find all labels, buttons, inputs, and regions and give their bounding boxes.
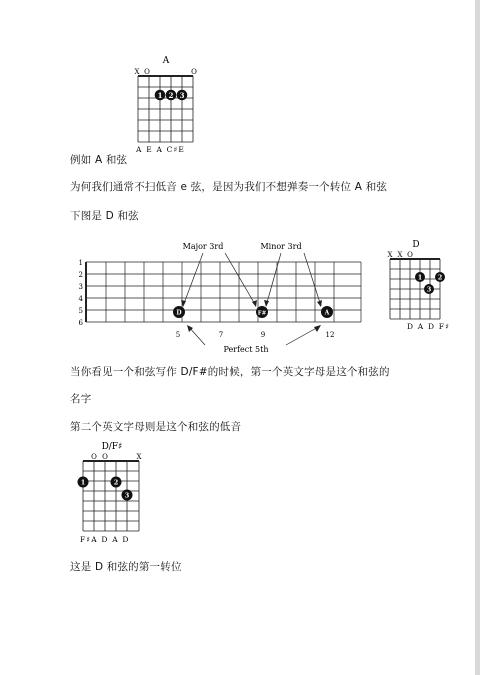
svg-text:2: 2	[113, 478, 119, 487]
chord-dfs-name: D/F♯	[101, 442, 123, 452]
text-line: 名字	[70, 393, 92, 405]
chord-a-diagram	[128, 52, 208, 157]
chord-dfs-open-marker: O	[91, 453, 97, 461]
string-number: 2	[78, 271, 83, 279]
finger-dot	[424, 284, 434, 294]
chord-dfs-open-marker: O	[102, 453, 108, 461]
chord-d-mute-marker: X	[387, 251, 393, 259]
note-dot	[173, 306, 185, 318]
chord-dfs-diagram	[72, 438, 152, 548]
fret-number: 7	[218, 331, 224, 339]
finger-dot	[177, 90, 188, 101]
major-third-label: Major 3rd	[182, 242, 224, 251]
string-number: 3	[78, 283, 83, 291]
text-line: 当你看见一个和弦写作 D/F#的时候，第一个英文字母是这个和弦的	[70, 366, 390, 378]
svg-text:3: 3	[426, 285, 432, 294]
chord-a-name: A	[162, 56, 170, 66]
svg-text:1: 1	[417, 273, 423, 282]
fretboard-diagram	[68, 236, 374, 354]
string-number: 5	[78, 307, 83, 315]
svg-text:2: 2	[168, 91, 174, 100]
string-number: 4	[78, 295, 83, 303]
chord-a-mute-marker: X	[134, 68, 140, 76]
chord-d-notes: D A D F♯	[407, 322, 451, 331]
svg-text:A: A	[324, 309, 330, 317]
svg-text:D: D	[176, 309, 182, 317]
finger-dot	[155, 90, 166, 101]
string-number: 6	[78, 319, 83, 327]
minor-third-label: Minor 3rd	[260, 242, 302, 251]
chord-d-name: D	[412, 240, 420, 250]
chord-dfs-notes: F♯A D A D	[80, 535, 130, 544]
svg-text:1: 1	[80, 478, 86, 487]
finger-dot	[435, 272, 445, 282]
svg-text:2: 2	[437, 273, 443, 282]
svg-text:1: 1	[157, 91, 163, 100]
text-line: 例如 A 和弦	[70, 154, 128, 166]
finger-dot	[122, 490, 133, 501]
note-dot	[256, 306, 268, 318]
text-line: 为何我们通常不扫低音 e 弦，是因为我们不想弹奏一个转位 A 和弦	[70, 181, 388, 193]
perfect-fifth-label: Perfect 5th	[223, 345, 269, 354]
scrollbar[interactable]	[475, 0, 480, 675]
chord-d-open-marker: O	[407, 251, 413, 259]
text-line: 这是 D 和弦的第一转位	[70, 561, 182, 573]
note-dot	[321, 306, 333, 318]
svg-text:3: 3	[179, 91, 185, 100]
fret-number: 9	[260, 331, 266, 339]
chord-d-mute-marker: X	[397, 251, 403, 259]
chord-a-notes: A E A C♯E	[136, 145, 186, 154]
chord-d-diagram	[384, 236, 454, 336]
finger-dot	[78, 477, 89, 488]
string-number: 1	[78, 259, 83, 267]
finger-dot	[166, 90, 177, 101]
chord-a-open-marker: O	[144, 68, 150, 76]
fret-number: 12	[325, 331, 335, 339]
finger-dot	[415, 272, 425, 282]
svg-text:3: 3	[124, 491, 130, 500]
chord-dfs-mute-marker: X	[136, 453, 142, 461]
text-line: 下图是 D 和弦	[70, 210, 139, 222]
chord-a-open-marker: O	[191, 68, 197, 76]
text-line: 第二个英文字母则是这个和弦的低音	[70, 421, 242, 433]
svg-text:F#: F#	[257, 310, 267, 317]
finger-dot	[111, 477, 122, 488]
fret-number: 5	[175, 331, 181, 339]
